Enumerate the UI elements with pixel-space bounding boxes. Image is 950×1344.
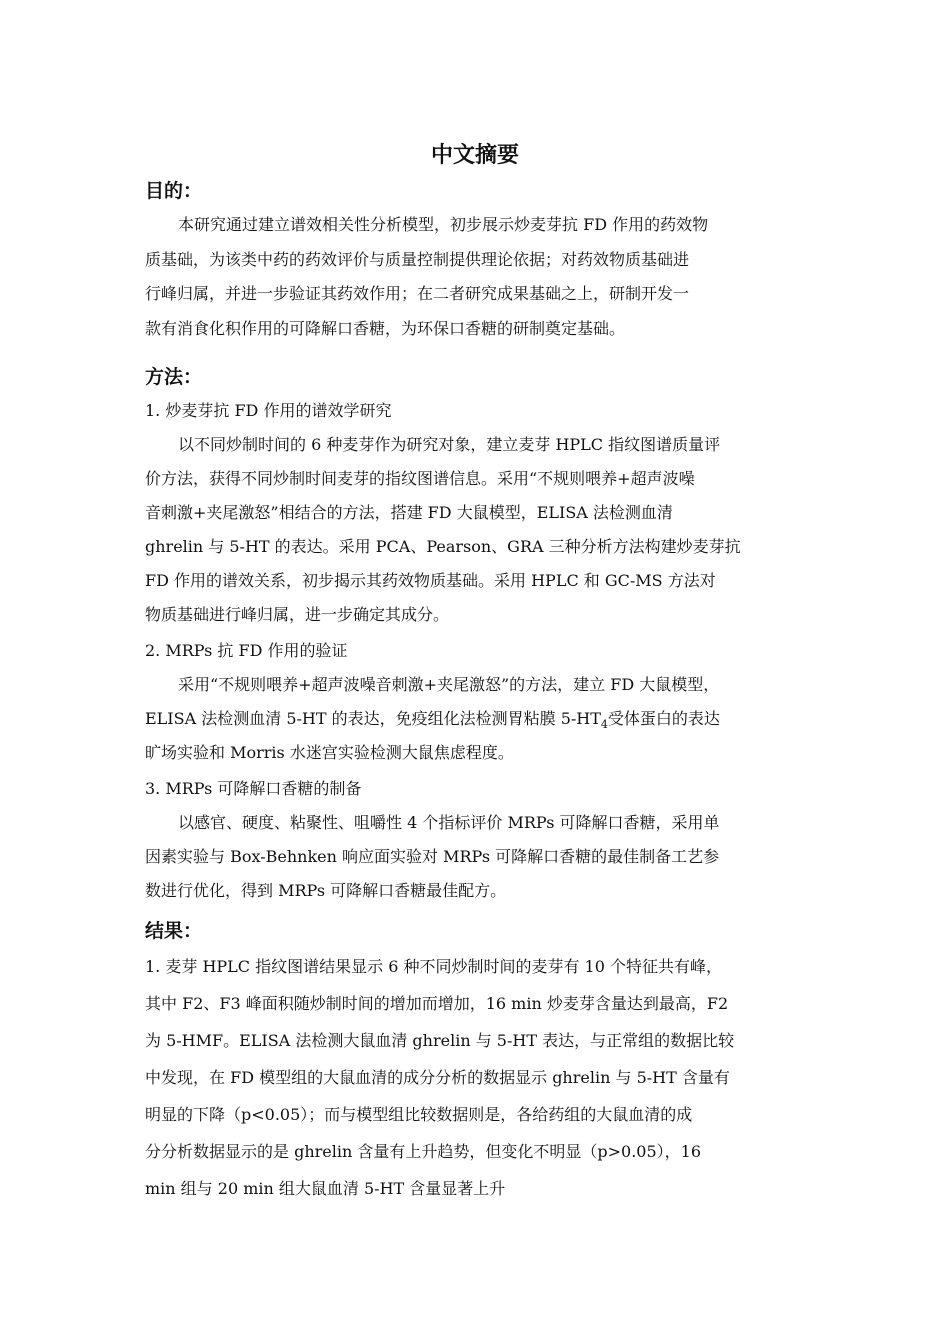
text-line: 物质基础进行峰归属，进一步确定其成分。 xyxy=(145,605,450,624)
heading-methods: 方法： xyxy=(145,366,203,388)
text-line: ghrelin 与 5-HT 的表达。采用 PCA、Pearson、GRA 三种分析方法构建炒麦芽抗 xyxy=(145,537,741,556)
subheading-methods-3: 3. MRPs 可降解口香糖的制备 xyxy=(145,779,362,798)
text-line: 因素实验与 Box-Behnken 响应面实验对 MRPs 可降解口香糖的最佳制备工艺参 xyxy=(145,847,720,866)
page-title: 中文摘要 xyxy=(430,143,519,168)
text-line: 旷场实验和 Morris 水迷宫实验检测大鼠焦虑程度。 xyxy=(145,743,514,762)
text-line: 音刺激+夹尾激怒”相结合的方法，搭建 FD 大鼠模型，ELISA 法检测血清 xyxy=(145,503,673,522)
text-line: 款有消食化积作用的可降解口香糖，为环保口香糖的研制奠定基础。 xyxy=(145,318,626,338)
text-line: 以不同炒制时间的 6 种麦芽作为研究对象，建立麦芽 HPLC 指纹图谱质量评 xyxy=(178,435,721,454)
text-line: 本研究通过建立谱效相关性分析模型，初步展示炒麦芽抗 FD 作用的药效物 xyxy=(178,215,709,234)
text-line: FD 作用的谱效关系，初步揭示其药效物质基础。采用 HPLC 和 GC-MS 方法对 xyxy=(145,571,716,590)
heading-purpose: 目的： xyxy=(145,180,203,202)
text-line: 分分析数据显示的是 ghrelin 含量有上升趋势，但变化不明显（p>0.05），16 xyxy=(145,1142,702,1161)
subheading-methods-1: 1. 炒麦芽抗 FD 作用的谱效学研究 xyxy=(145,401,392,420)
text-line: 质基础，为该类中药的药效评价与质量控制提供理论依据；对药效物质基础进 xyxy=(145,249,690,269)
paragraph-methods-2 xyxy=(145,668,810,770)
subscript: 4 xyxy=(600,718,608,732)
text-line: 价方法，获得不同炒制时间麦芽的指纹图谱信息。采用“不规则喂养+超声波噪 xyxy=(145,469,695,488)
paragraph-methods-1 xyxy=(145,428,810,632)
paragraph-methods-3 xyxy=(145,806,810,908)
text-line: 中发现，在 FD 模型组的大鼠血清的成分分析的数据显示 ghrelin 与 5-HT 含量有 xyxy=(145,1068,730,1087)
text-line: 行峰归属，并进一步验证其药效作用；在二者研究成果基础之上，研制开发一 xyxy=(145,284,690,303)
heading-results: 结果： xyxy=(145,920,203,942)
text-line: min 组与 20 min 组大鼠血清 5-HT 含量显著上升 xyxy=(145,1179,506,1198)
text-line: 其中 F2、F3 峰面积随炒制时间的增加而增加，16 min 炒麦芽含量达到最高，F2 xyxy=(145,994,729,1013)
text-line: 明显的下降（p<0.05）；而与模型组比较数据则是，各给药组的大鼠血清的成 xyxy=(145,1105,693,1124)
text-line: 1. 麦芽 HPLC 指纹图谱结果显示 6 种不同炒制时间的麦芽有 10 个特征共有峰， xyxy=(145,957,722,976)
text-fragment: 受体蛋白的表达 xyxy=(607,709,720,728)
subheading-methods-2: 2. MRPs 抗 FD 作用的验证 xyxy=(145,641,348,660)
text-fragment: ELISA 法检测血清 5-HT 的表达，免疫组化法检测胃粘膜 5-HT xyxy=(145,709,601,728)
paragraph-results xyxy=(145,948,810,1207)
paragraph-purpose xyxy=(145,208,810,346)
text-line xyxy=(145,702,810,736)
text-line: 采用“不规则喂养+超声波噪音刺激+夹尾激怒”的方法，建立 FD 大鼠模型， xyxy=(178,675,720,694)
text-line: 以感官、硬度、粘聚性、咀嚼性 4 个指标评价 MRPs 可降解口香糖，采用单 xyxy=(178,813,720,832)
text-line: 数进行优化，得到 MRPs 可降解口香糖最佳配方。 xyxy=(145,881,507,900)
text-line: 为 5-HMF。ELISA 法检测大鼠血清 ghrelin 与 5-HT 表达，与正常组的数据比较 xyxy=(145,1031,735,1050)
